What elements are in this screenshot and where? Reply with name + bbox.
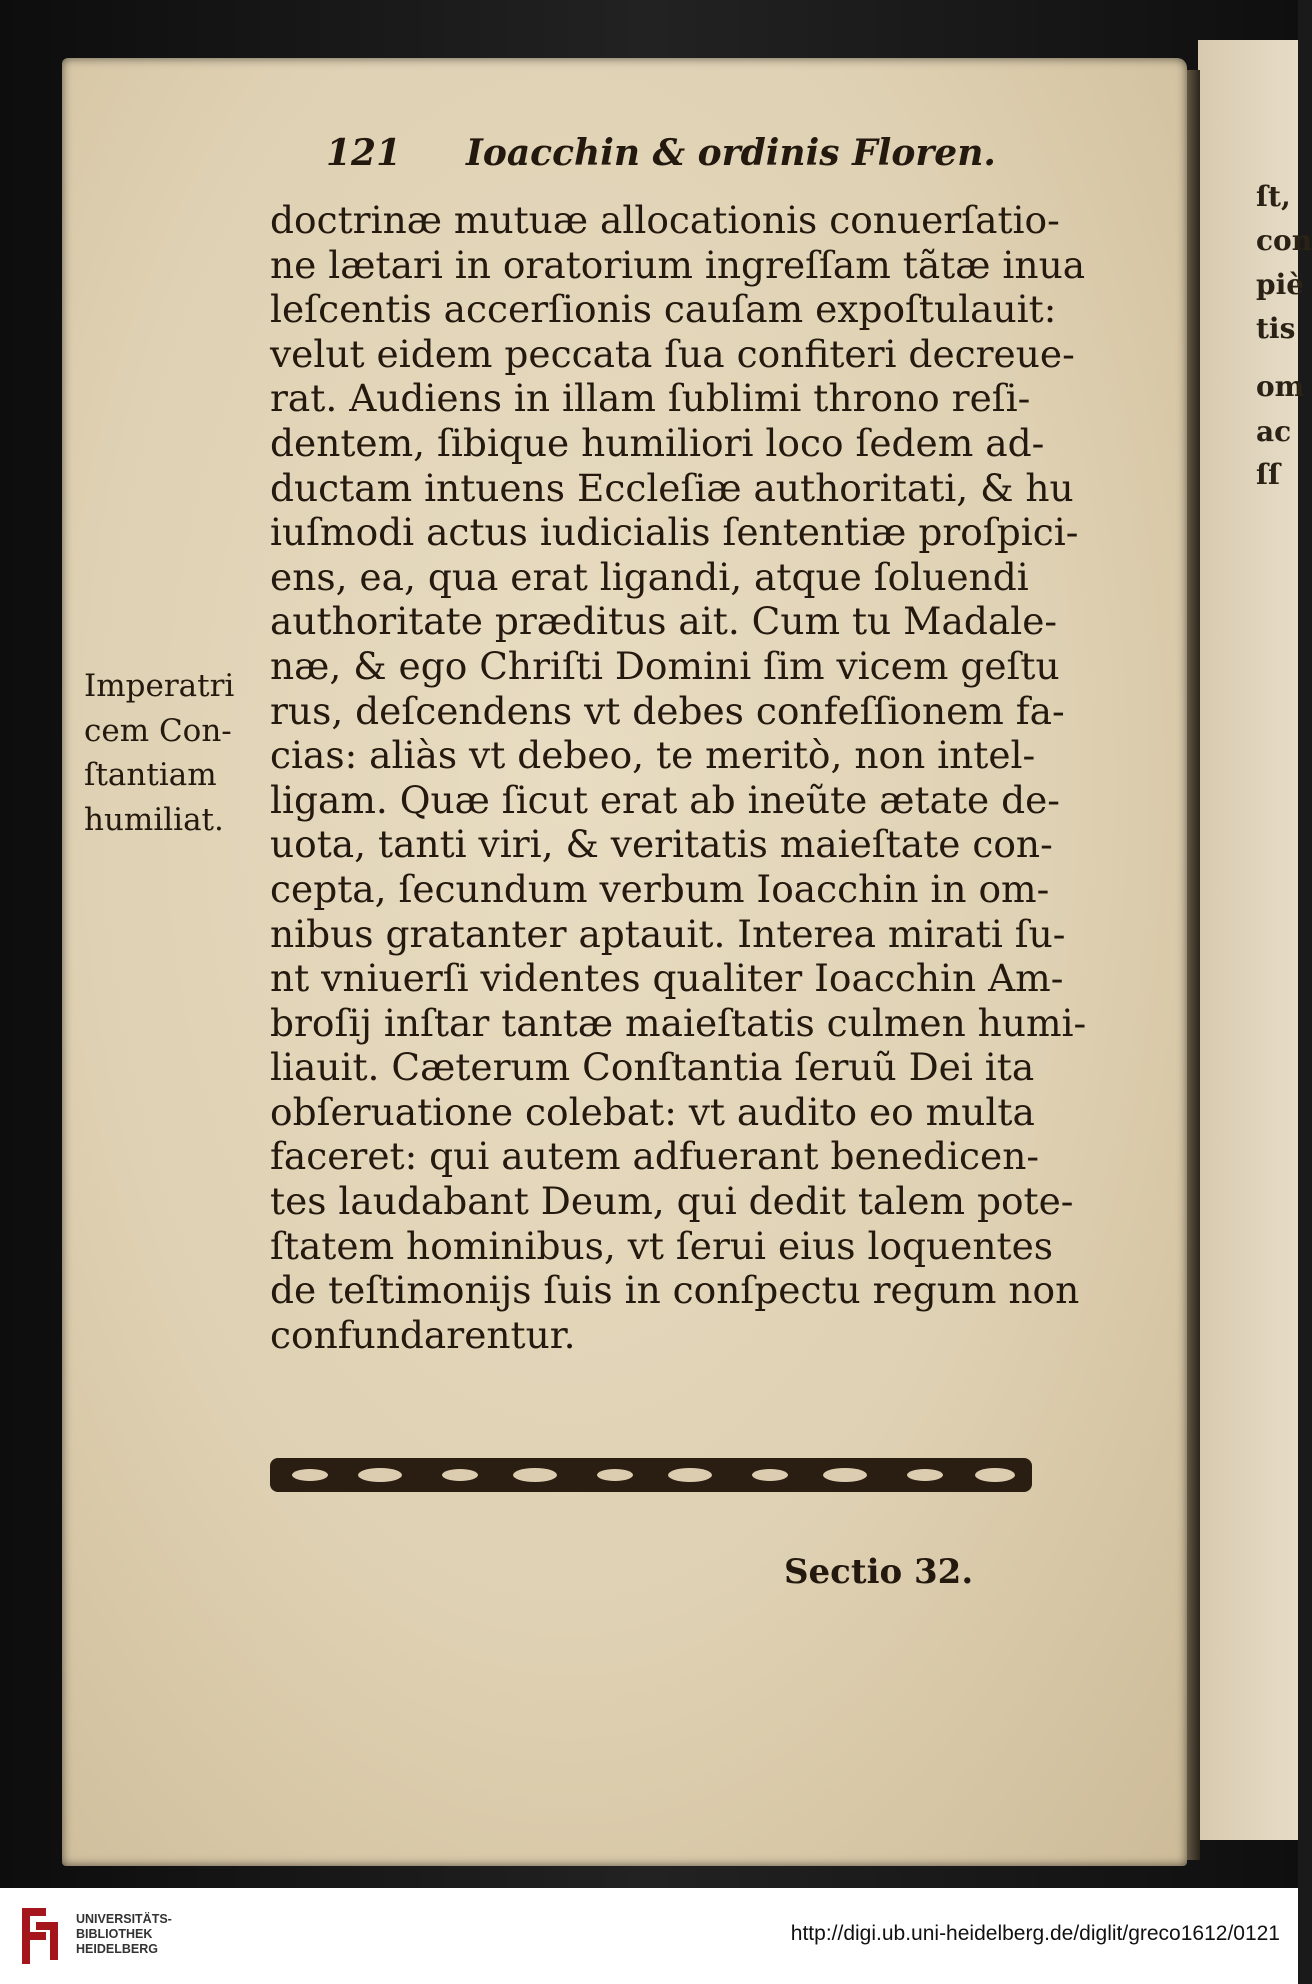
text-line: doctrinæ mutuæ allocationis conuerſatio- — [270, 198, 1060, 242]
facing-page-fragment: ſſ — [1256, 458, 1281, 491]
library-name-line: HEIDELBERG — [76, 1942, 158, 1956]
main-text-block — [270, 198, 1087, 1357]
running-head-title: Ioacchin & ordinis Floren. — [466, 132, 996, 174]
text-line: ens, ea, qua erat ligandi, atque ſoluendi — [270, 554, 1029, 599]
facing-page-fragment: tis — [1256, 312, 1296, 345]
facing-page-fragment: con — [1256, 224, 1312, 257]
text-line: dentem, ſibique humiliori loco ſedem ad- — [270, 420, 1045, 465]
text-line: obſeruatione colebat: vt audito eo multa — [270, 1089, 1035, 1134]
text-line: cias: aliàs vt debeo, te meritò, non intel- — [270, 733, 1036, 778]
facing-page-fragment: om — [1256, 370, 1305, 403]
margin-note-line: humiliat. — [84, 801, 224, 838]
viewer-footer — [0, 1888, 1298, 1984]
facing-page-edge — [1198, 40, 1312, 1840]
margin-note-line: Imperatri — [84, 668, 235, 704]
page-number: 121 — [326, 132, 402, 174]
library-name-line: UNIVERSITÄTS- — [76, 1912, 172, 1926]
text-line: ductam intuens Eccleſiæ authoritati, & hu — [270, 465, 1074, 510]
running-header — [326, 132, 1006, 172]
text-line: rus, deſcendens vt debes confeſſionem fa- — [270, 688, 1065, 733]
text-line: authoritate præditus ait. Cum tu Madale- — [270, 599, 1058, 644]
permalink-url[interactable]: http://digi.ub.uni-heidelberg.de/diglit/greco1612/0121 — [790, 1922, 1280, 1945]
text-line: tes laudabant Deum, qui dedit talem pote- — [270, 1179, 1074, 1224]
text-line: velut eidem peccata ſua confiteri decreue- — [270, 331, 1075, 376]
facing-page-fragment: ac — [1256, 415, 1292, 448]
facing-page-fragment: piè — [1256, 268, 1305, 301]
library-name — [76, 1912, 172, 1957]
text-line: faceret: qui autem adfuerant benedicen- — [270, 1134, 1040, 1179]
text-line: broſij inſtar tantæ maieſtatis culmen humi- — [270, 1000, 1087, 1045]
marginal-note — [84, 664, 269, 842]
text-line: confundarentur. — [270, 1312, 576, 1357]
library-name-line: BIBLIOTHEK — [76, 1927, 153, 1941]
text-line: de teſtimonijs ſuis in conſpectu regum non — [270, 1268, 1080, 1313]
text-line: næ, & ego Chriſti Domini ſim vicem geſtu — [270, 643, 1060, 688]
text-line: ne lætari in oratorium ingreſſam tãtæ inua — [270, 242, 1086, 287]
catchword: Sectio 32. — [784, 1552, 974, 1592]
text-line: nibus gratanter aptauit. Interea mirati ſu- — [270, 911, 1066, 956]
text-line: iuſmodi actus iudicialis ſententiæ proſpici- — [270, 510, 1079, 555]
margin-note-line: ſtantiam — [84, 757, 217, 794]
text-line: cepta, ſecundum verbum Ioacchin in om- — [270, 866, 1050, 911]
decorative-ornament-band — [270, 1452, 1032, 1498]
library-logo-icon[interactable] — [16, 1904, 64, 1968]
text-line: nt vniuerſi videntes qualiter Ioacchin Am- — [270, 956, 1064, 1001]
margin-note-line: cem Con- — [84, 712, 232, 749]
text-line: rat. Audiens in illam ſublimi throno reſi- — [270, 376, 1031, 421]
text-line: ſtatem hominibus, vt ſerui eius loquentes — [270, 1223, 1054, 1268]
text-line: uota, tanti viri, & veritatis maieſtate con- — [270, 822, 1053, 867]
text-line: leſcentis accerſionis cauſam expoſtulauit: — [270, 287, 1057, 332]
text-line: ligam. Quæ ſicut erat ab ineũte ætate de- — [270, 777, 1060, 822]
facing-page-fragment: ſt, — [1256, 180, 1291, 213]
text-line: liauit. Cæterum Conſtantia ſeruũ Dei ita — [270, 1045, 1035, 1090]
